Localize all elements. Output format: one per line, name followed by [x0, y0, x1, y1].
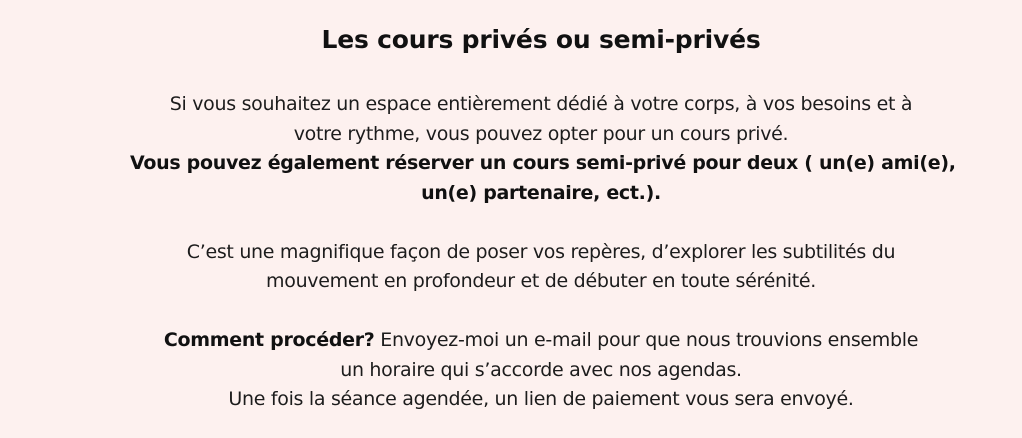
spacer [130, 58, 952, 90]
benefits-line-2: mouvement en profondeur et de débuter en toute sérénité. [266, 270, 816, 292]
benefits-line-1: C’est une magnifique façon de poser vos repères, d’explorer les subtilités du [186, 240, 896, 263]
howto-paragraph [130, 326, 952, 415]
howto-label: Comment procéder? [163, 329, 375, 351]
howto-line-2: un horaire qui s’accorde avec nos agendas. [340, 358, 742, 381]
howto-line-3: Une fois la séance agendée, un lien de paiement vous sera envoyé. [228, 388, 854, 410]
intro-line-2: votre rythme, vous pouvez opter pour un cours privé. [293, 122, 789, 145]
intro-line-1: Si vous souhaitez un espace entièrement dédié à votre corps, à vos besoins et à [169, 93, 913, 115]
spacer [130, 297, 952, 327]
section-title: Les cours privés ou semi-privés [321, 25, 761, 54]
semi-private-line-1: Vous pouvez également réserver un cours semi-privé pour deux ( un(e) ami(e), [130, 152, 956, 174]
howto-line-1 [130, 326, 952, 356]
benefits-paragraph [130, 238, 952, 297]
spacer [130, 208, 952, 238]
content-section [130, 22, 956, 415]
intro-paragraph [130, 90, 956, 208]
semi-private-line-2: un(e) partenaire, ect.). [421, 181, 661, 204]
howto-line-1-text: Envoyez-moi un e-mail pour que nous trouvions ensemble [374, 329, 919, 351]
